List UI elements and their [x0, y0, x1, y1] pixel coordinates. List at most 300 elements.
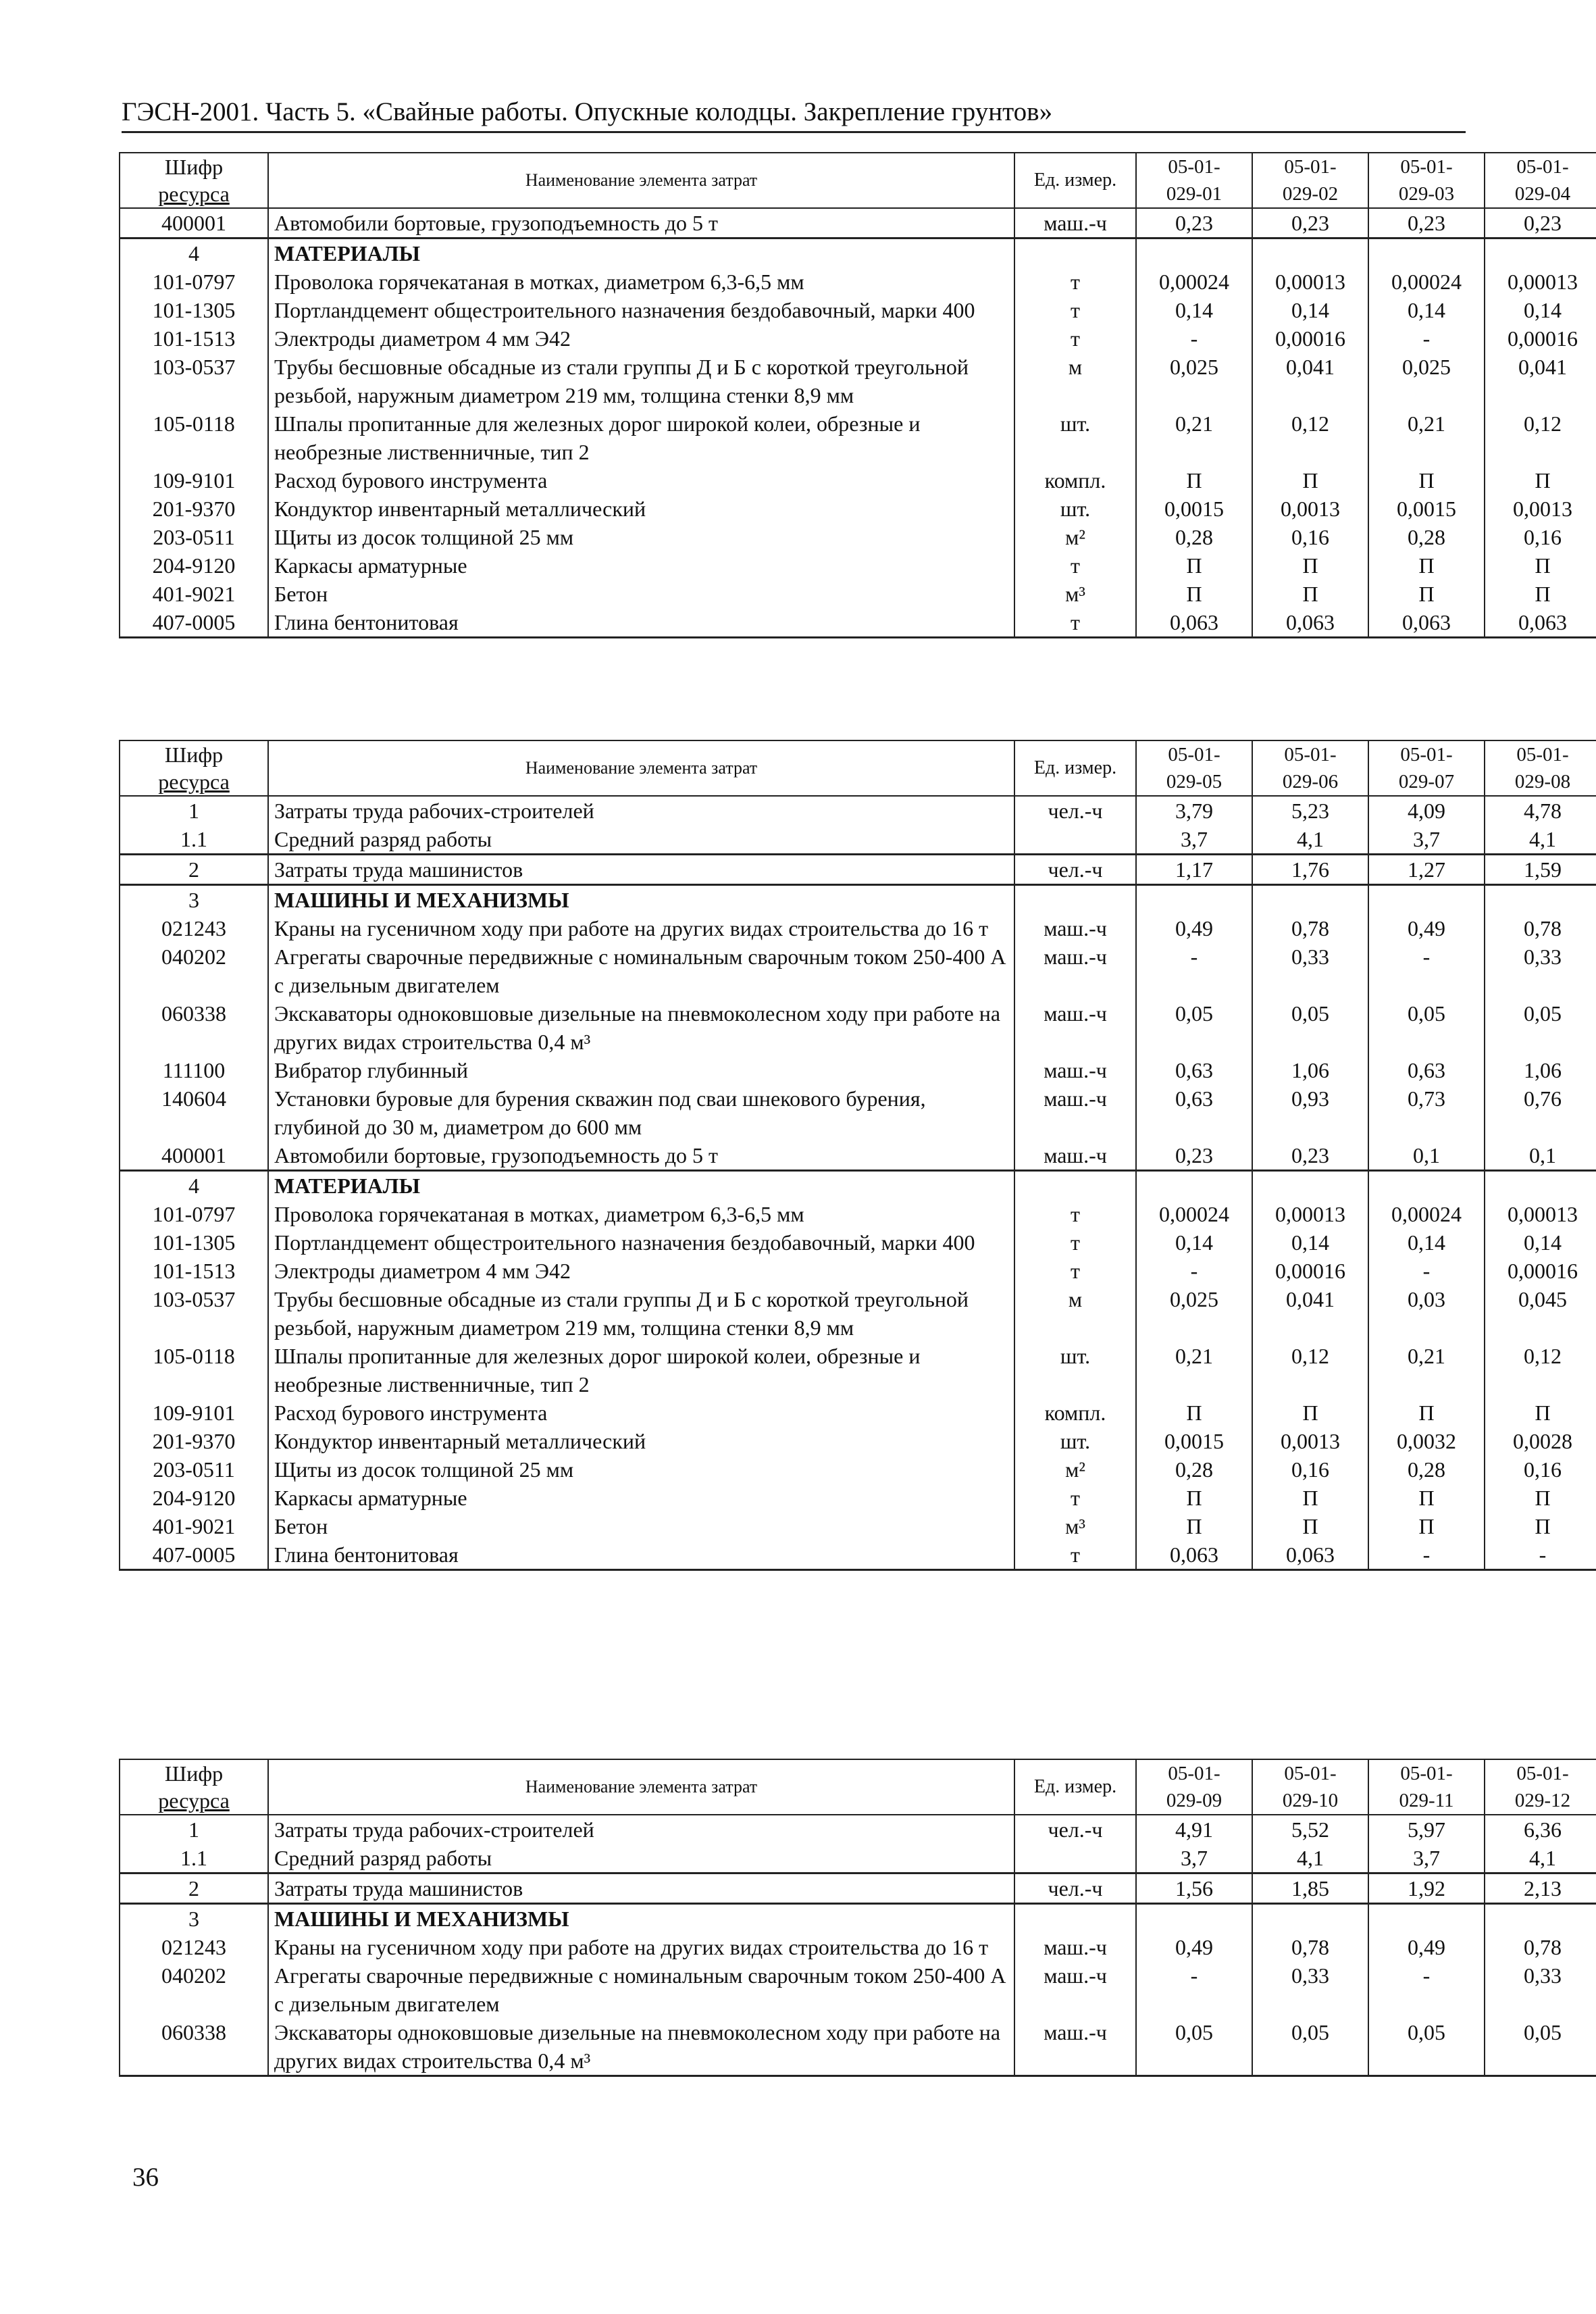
header-norm-code: 05-01- 029-12 [1485, 1759, 1596, 1815]
unit-cell: маш.-ч [1014, 1084, 1136, 1141]
cost-element-name-cell: Щиты из досок толщиной 25 мм [268, 523, 1014, 551]
table-row [120, 1873, 1596, 1904]
norm-value-cell: 0,00013 [1252, 268, 1368, 296]
resource-code-cell: 400001 [120, 1141, 268, 1171]
unit-cell: м² [1014, 523, 1136, 551]
norm-value-cell: П [1368, 551, 1485, 580]
norm-value-cell: 0,12 [1252, 1342, 1368, 1399]
norm-value-cell: 0,78 [1485, 914, 1596, 942]
table-row [120, 1815, 1596, 1844]
norm-value-cell: - [1136, 1961, 1252, 2018]
norm-value-cell [1252, 885, 1368, 915]
table-row [120, 324, 1596, 353]
unit-cell: чел.-ч [1014, 796, 1136, 825]
section-heading-row [120, 1171, 1596, 1201]
norm-value-cell: 0,00016 [1252, 1257, 1368, 1285]
norm-value-cell [1485, 1904, 1596, 1934]
resource-code-cell: 2 [120, 855, 268, 885]
norm-value-cell: 0,23 [1136, 208, 1252, 238]
header-name: Наименование элемента затрат [268, 153, 1014, 208]
table-row [120, 1200, 1596, 1228]
norm-value-cell [1485, 238, 1596, 268]
unit-cell: шт. [1014, 495, 1136, 523]
norm-value-cell: 0,025 [1136, 1285, 1252, 1342]
norm-value-cell: 0,63 [1136, 1084, 1252, 1141]
norm-value-cell: - [1136, 1257, 1252, 1285]
table-row [120, 523, 1596, 551]
norm-value-cell: 0,21 [1368, 1342, 1485, 1399]
table-row [120, 1540, 1596, 1570]
norm-value-cell: П [1368, 1484, 1485, 1512]
norm-value-cell: 0,063 [1368, 608, 1485, 638]
unit-cell: шт. [1014, 1427, 1136, 1455]
resource-code-cell: 401-9021 [120, 1512, 268, 1540]
norm-value-cell: 3,7 [1136, 825, 1252, 855]
norm-value-cell: 0,23 [1252, 1141, 1368, 1171]
cost-element-name-cell: Расход бурового инструмента [268, 1399, 1014, 1427]
cost-element-name-cell: МАТЕРИАЛЫ [268, 238, 1014, 268]
table-row [120, 208, 1596, 238]
norm-value-cell: 0,00013 [1485, 268, 1596, 296]
header-norm-code: 05-01- 029-08 [1485, 740, 1596, 796]
cost-element-name-cell: Затраты труда рабочих-строителей [268, 796, 1014, 825]
norm-value-cell: 0,12 [1252, 409, 1368, 466]
norm-value-cell: 0,0032 [1368, 1427, 1485, 1455]
unit-cell: чел.-ч [1014, 855, 1136, 885]
resource-code-cell: 3 [120, 1904, 268, 1934]
norm-value-cell: - [1368, 1257, 1485, 1285]
norm-value-cell: 4,1 [1485, 825, 1596, 855]
cost-element-name-cell: Затраты труда рабочих-строителей [268, 1815, 1014, 1844]
cost-element-name-cell: Портландцемент общестроительного назначения бездобавочный, марки 400 [268, 1228, 1014, 1257]
norm-value-cell: 0,0015 [1136, 495, 1252, 523]
norm-value-cell: 0,14 [1368, 1228, 1485, 1257]
norm-value-cell: 0,23 [1136, 1141, 1252, 1171]
cost-element-name-cell: Портландцемент общестроительного назначения бездобавочный, марки 400 [268, 296, 1014, 324]
norm-value-cell: 0,00024 [1136, 1200, 1252, 1228]
norm-value-cell: 4,91 [1136, 1815, 1252, 1844]
norm-value-cell: 0,1 [1368, 1141, 1485, 1171]
header-norm-code: 05-01- 029-04 [1485, 153, 1596, 208]
header-norm-code: 05-01- 029-10 [1252, 1759, 1368, 1815]
norm-value-cell: 0,49 [1368, 914, 1485, 942]
norm-value-cell: - [1368, 1961, 1485, 2018]
norm-value-cell: П [1136, 551, 1252, 580]
norm-value-cell: 1,92 [1368, 1873, 1485, 1904]
norm-value-cell [1136, 1904, 1252, 1934]
resource-code-cell: 109-9101 [120, 1399, 268, 1427]
norm-value-cell: 0,14 [1252, 296, 1368, 324]
norm-value-cell: 0,025 [1136, 353, 1252, 409]
cost-element-name-cell: Кондуктор инвентарный металлический [268, 1427, 1014, 1455]
resource-code-cell: 101-1513 [120, 1257, 268, 1285]
norm-value-cell: 0,1 [1485, 1141, 1596, 1171]
norm-value-cell: 0,041 [1252, 353, 1368, 409]
resource-code-cell: 103-0537 [120, 1285, 268, 1342]
cost-element-name-cell: Автомобили бортовые, грузоподъемность до 5 т [268, 1141, 1014, 1171]
unit-cell: м³ [1014, 580, 1136, 608]
norm-value-cell: - [1136, 942, 1252, 999]
norm-value-cell: 0,05 [1136, 2018, 1252, 2076]
norm-value-cell: П [1368, 1512, 1485, 1540]
cost-element-name-cell: Глина бентонитовая [268, 608, 1014, 638]
norm-value-cell: 0,0028 [1485, 1427, 1596, 1455]
norm-value-cell: 0,28 [1136, 1455, 1252, 1484]
norm-value-cell: 0,23 [1368, 208, 1485, 238]
norm-value-cell: - [1368, 324, 1485, 353]
unit-cell: маш.-ч [1014, 208, 1136, 238]
cost-element-name-cell: МАШИНЫ И МЕХАНИЗМЫ [268, 885, 1014, 915]
table-row [120, 296, 1596, 324]
norm-value-cell: 0,05 [1368, 999, 1485, 1056]
norm-value-cell: 0,14 [1136, 1228, 1252, 1257]
norm-value-cell [1136, 1171, 1252, 1201]
table-row [120, 466, 1596, 495]
unit-cell: т [1014, 296, 1136, 324]
unit-cell [1014, 1171, 1136, 1201]
unit-cell: маш.-ч [1014, 942, 1136, 999]
norm-value-cell: 0,12 [1485, 1342, 1596, 1399]
table-row [120, 1961, 1596, 2018]
norm-value-cell: 0,78 [1252, 1933, 1368, 1961]
norm-value-cell: 0,16 [1252, 523, 1368, 551]
norm-value-cell: 3,79 [1136, 796, 1252, 825]
norm-value-cell: 1,27 [1368, 855, 1485, 885]
unit-cell: т [1014, 608, 1136, 638]
header-norm-code: 05-01- 029-05 [1136, 740, 1252, 796]
table-row [120, 796, 1596, 825]
unit-cell: маш.-ч [1014, 999, 1136, 1056]
resource-code-cell: 407-0005 [120, 1540, 268, 1570]
norm-value-cell: П [1485, 551, 1596, 580]
resource-code-cell: 201-9370 [120, 495, 268, 523]
table-body [120, 208, 1596, 638]
norm-value-cell: 0,21 [1136, 409, 1252, 466]
unit-cell: м [1014, 353, 1136, 409]
norm-table-1 [119, 152, 1596, 638]
cost-element-name-cell: Щиты из досок толщиной 25 мм [268, 1455, 1014, 1484]
norm-value-cell: П [1252, 551, 1368, 580]
norm-value-cell: 0,00016 [1485, 324, 1596, 353]
header-norm-code: 05-01- 029-06 [1252, 740, 1368, 796]
norm-value-cell [1136, 238, 1252, 268]
table-row [120, 1512, 1596, 1540]
cost-element-name-cell: Средний разряд работы [268, 825, 1014, 855]
norm-value-cell: - [1368, 942, 1485, 999]
resource-code-cell: 2 [120, 1873, 268, 1904]
header-norm-code: 05-01- 029-02 [1252, 153, 1368, 208]
unit-cell: т [1014, 1540, 1136, 1570]
unit-cell: м [1014, 1285, 1136, 1342]
unit-cell: т [1014, 1257, 1136, 1285]
norm-value-cell: П [1368, 580, 1485, 608]
table-body [120, 1815, 1596, 2076]
header-unit: Ед. измер. [1014, 740, 1136, 796]
cost-element-name-cell: Шпалы пропитанные для железных дорог широкой колеи, обрезные и необрезные лиственничные, тип 2 [268, 1342, 1014, 1399]
norm-value-cell: 0,33 [1485, 942, 1596, 999]
table-header-row [120, 740, 1596, 796]
cost-element-name-cell: Трубы бесшовные обсадные из стали группы Д и Б с короткой треугольной резьбой, наружным диаметром 219 мм, толщина стенки 8,9 мм [268, 1285, 1014, 1342]
norm-value-cell: 1,85 [1252, 1873, 1368, 1904]
unit-cell: м³ [1014, 1512, 1136, 1540]
cost-element-name-cell: Проволока горячекатаная в мотках, диаметром 6,3-6,5 мм [268, 1200, 1014, 1228]
norm-value-cell: 0,025 [1368, 353, 1485, 409]
norm-value-cell: 0,05 [1485, 2018, 1596, 2076]
norm-value-cell: 1,06 [1252, 1056, 1368, 1084]
cost-element-name-cell: Глина бентонитовая [268, 1540, 1014, 1570]
norm-value-cell: 0,0015 [1136, 1427, 1252, 1455]
norm-value-cell: П [1368, 1399, 1485, 1427]
norm-value-cell: 0,14 [1485, 1228, 1596, 1257]
table-row [120, 1455, 1596, 1484]
norm-value-cell [1368, 1171, 1485, 1201]
unit-cell: т [1014, 1200, 1136, 1228]
norm-value-cell: 0,23 [1485, 208, 1596, 238]
resource-code-cell: 103-0537 [120, 353, 268, 409]
norm-value-cell: - [1485, 1540, 1596, 1570]
norm-value-cell: 0,00013 [1252, 1200, 1368, 1228]
unit-cell: т [1014, 551, 1136, 580]
norm-value-cell: 0,05 [1252, 999, 1368, 1056]
section-heading-row [120, 885, 1596, 915]
cost-element-name-cell: Каркасы арматурные [268, 551, 1014, 580]
table-row [120, 1484, 1596, 1512]
unit-cell: т [1014, 268, 1136, 296]
resource-code-cell: 101-1305 [120, 1228, 268, 1257]
norm-value-cell: 0,063 [1252, 1540, 1368, 1570]
norm-value-cell: 0,73 [1368, 1084, 1485, 1141]
norm-value-cell: 0,28 [1136, 523, 1252, 551]
norm-value-cell: П [1485, 466, 1596, 495]
resource-code-cell: 1 [120, 796, 268, 825]
running-head: ГЭСН-2001. Часть 5. «Свайные работы. Опускные колодцы. Закрепление грунтов» [122, 96, 1466, 133]
cost-element-name-cell: Электроды диаметром 4 мм Э42 [268, 324, 1014, 353]
header-cipher: Шифр ресурса [120, 153, 268, 208]
norm-value-cell [1368, 885, 1485, 915]
unit-cell: чел.-ч [1014, 1873, 1136, 1904]
unit-cell: маш.-ч [1014, 1056, 1136, 1084]
norm-value-cell: 0,16 [1485, 523, 1596, 551]
cost-element-name-cell: МАТЕРИАЛЫ [268, 1171, 1014, 1201]
norm-value-cell: 5,52 [1252, 1815, 1368, 1844]
norm-value-cell: П [1136, 1399, 1252, 1427]
resource-code-cell: 140604 [120, 1084, 268, 1141]
cost-element-name-cell: Электроды диаметром 4 мм Э42 [268, 1257, 1014, 1285]
header-cipher: Шифр ресурса [120, 1759, 268, 1815]
resource-code-cell: 105-0118 [120, 1342, 268, 1399]
table-row [120, 495, 1596, 523]
resource-code-cell: 105-0118 [120, 409, 268, 466]
resource-code-cell: 401-9021 [120, 580, 268, 608]
norm-value-cell: 0,78 [1252, 914, 1368, 942]
table-row [120, 268, 1596, 296]
unit-cell [1014, 825, 1136, 855]
unit-cell: м² [1014, 1455, 1136, 1484]
norm-value-cell: 0,78 [1485, 1933, 1596, 1961]
norm-value-cell: П [1136, 1484, 1252, 1512]
norm-value-cell: 0,16 [1252, 1455, 1368, 1484]
norm-value-cell: П [1136, 1512, 1252, 1540]
norm-value-cell: П [1136, 580, 1252, 608]
header-unit: Ед. измер. [1014, 1759, 1136, 1815]
header-norm-code: 05-01- 029-01 [1136, 153, 1252, 208]
resource-code-cell: 060338 [120, 999, 268, 1056]
table-row [120, 855, 1596, 885]
unit-cell [1014, 1904, 1136, 1934]
table-row [120, 1342, 1596, 1399]
resource-code-cell: 109-9101 [120, 466, 268, 495]
resource-code-cell: 1 [120, 1815, 268, 1844]
norm-value-cell [1368, 238, 1485, 268]
table-row [120, 1844, 1596, 1873]
norm-value-cell: 0,16 [1485, 1455, 1596, 1484]
norm-value-cell: 0,063 [1485, 608, 1596, 638]
unit-cell: маш.-ч [1014, 1961, 1136, 2018]
table-row [120, 1399, 1596, 1427]
header-norm-code: 05-01- 029-07 [1368, 740, 1485, 796]
resource-code-cell: 400001 [120, 208, 268, 238]
table-row [120, 580, 1596, 608]
table-row [120, 1056, 1596, 1084]
norm-value-cell: 0,28 [1368, 1455, 1485, 1484]
norm-value-cell: 0,00024 [1136, 268, 1252, 296]
norm-value-cell: 0,0013 [1252, 1427, 1368, 1455]
norm-value-cell: 0,21 [1368, 409, 1485, 466]
norm-value-cell: П [1485, 580, 1596, 608]
resource-code-cell: 204-9120 [120, 551, 268, 580]
norm-value-cell: 0,0013 [1252, 495, 1368, 523]
unit-cell: маш.-ч [1014, 2018, 1136, 2076]
norm-value-cell: П [1252, 1399, 1368, 1427]
cost-element-name-cell: Агрегаты сварочные передвижные с номинальным сварочным током 250-400 А с дизельным двигателем [268, 1961, 1014, 2018]
norm-value-cell: 1,56 [1136, 1873, 1252, 1904]
cost-element-name-cell: Краны на гусеничном ходу при работе на других видах строительства до 16 т [268, 914, 1014, 942]
cost-element-name-cell: Вибратор глубинный [268, 1056, 1014, 1084]
norm-value-cell: 0,23 [1252, 208, 1368, 238]
table-row [120, 551, 1596, 580]
resource-code-cell: 204-9120 [120, 1484, 268, 1512]
cost-element-name-cell: Бетон [268, 580, 1014, 608]
cost-element-name-cell: Трубы бесшовные обсадные из стали группы Д и Б с короткой треугольной резьбой, наружным диаметром 219 мм, толщина стенки 8,9 мм [268, 353, 1014, 409]
norm-value-cell: 0,63 [1368, 1056, 1485, 1084]
norm-value-cell: 4,09 [1368, 796, 1485, 825]
table-row [120, 353, 1596, 409]
norm-value-cell [1368, 1904, 1485, 1934]
section-heading-row [120, 238, 1596, 268]
table-header-row [120, 153, 1596, 208]
norm-value-cell: - [1368, 1540, 1485, 1570]
header-name: Наименование элемента затрат [268, 740, 1014, 796]
table-row [120, 1427, 1596, 1455]
table-body [120, 796, 1596, 1570]
norm-value-cell: 1,59 [1485, 855, 1596, 885]
norm-value-cell: 0,28 [1368, 523, 1485, 551]
cost-element-name-cell: Экскаваторы одноковшовые дизельные на пневмоколесном ходу при работе на других видах строительства 0,4 м³ [268, 999, 1014, 1056]
resource-code-cell: 203-0511 [120, 523, 268, 551]
resource-code-cell: 040202 [120, 1961, 268, 2018]
norm-value-cell: 1,17 [1136, 855, 1252, 885]
norm-value-cell: П [1485, 1399, 1596, 1427]
norm-value-cell: П [1136, 466, 1252, 495]
unit-cell: т [1014, 1228, 1136, 1257]
norm-value-cell: 0,03 [1368, 1285, 1485, 1342]
norm-value-cell: 0,063 [1136, 1540, 1252, 1570]
table-row [120, 1084, 1596, 1141]
table-row [120, 942, 1596, 999]
cost-element-name-cell: Бетон [268, 1512, 1014, 1540]
header-cipher: Шифр ресурса [120, 740, 268, 796]
norm-value-cell: 3,7 [1368, 1844, 1485, 1873]
norm-value-cell: П [1252, 466, 1368, 495]
cost-element-name-cell: Затраты труда машинистов [268, 855, 1014, 885]
cost-element-name-cell: Кондуктор инвентарный металлический [268, 495, 1014, 523]
cost-element-name-cell: Экскаваторы одноковшовые дизельные на пневмоколесном ходу при работе на других видах строительства 0,4 м³ [268, 2018, 1014, 2076]
table-row [120, 1257, 1596, 1285]
resource-code-cell: 407-0005 [120, 608, 268, 638]
norm-value-cell: 0,05 [1136, 999, 1252, 1056]
section-heading-row [120, 1904, 1596, 1934]
norm-value-cell: 0,14 [1368, 296, 1485, 324]
table-row [120, 825, 1596, 855]
norm-value-cell: 0,33 [1252, 942, 1368, 999]
cost-element-name-cell: Установки буровые для бурения скважин под сваи шнекового бурения, глубиной до 30 м, диаметром до 600 мм [268, 1084, 1014, 1141]
norm-value-cell: П [1485, 1512, 1596, 1540]
norm-value-cell: 0,063 [1136, 608, 1252, 638]
table-row [120, 1933, 1596, 1961]
norm-value-cell: 1,76 [1252, 855, 1368, 885]
table-row [120, 1285, 1596, 1342]
table-header-row [120, 1759, 1596, 1815]
norm-value-cell: 0,045 [1485, 1285, 1596, 1342]
norm-value-cell: 0,05 [1252, 2018, 1368, 2076]
norm-value-cell: 2,13 [1485, 1873, 1596, 1904]
cost-element-name-cell: МАШИНЫ И МЕХАНИЗМЫ [268, 1904, 1014, 1934]
norm-value-cell: 0,12 [1485, 409, 1596, 466]
resource-code-cell: 101-0797 [120, 268, 268, 296]
header-name: Наименование элемента затрат [268, 1759, 1014, 1815]
resource-code-cell: 1.1 [120, 825, 268, 855]
norm-value-cell: 0,063 [1252, 608, 1368, 638]
norm-value-cell [1136, 885, 1252, 915]
norm-value-cell: 0,00013 [1485, 1200, 1596, 1228]
norm-value-cell: 0,0015 [1368, 495, 1485, 523]
norm-value-cell: 3,7 [1368, 825, 1485, 855]
header-norm-code: 05-01- 029-11 [1368, 1759, 1485, 1815]
cost-element-name-cell: Каркасы арматурные [268, 1484, 1014, 1512]
norm-value-cell: 0,76 [1485, 1084, 1596, 1141]
resource-code-cell: 4 [120, 1171, 268, 1201]
resource-code-cell: 021243 [120, 914, 268, 942]
unit-cell: шт. [1014, 409, 1136, 466]
norm-value-cell: 0,041 [1252, 1285, 1368, 1342]
unit-cell: маш.-ч [1014, 914, 1136, 942]
table-row [120, 1228, 1596, 1257]
norm-value-cell: 0,21 [1136, 1342, 1252, 1399]
resource-code-cell: 4 [120, 238, 268, 268]
table-row [120, 2018, 1596, 2076]
norm-value-cell: 0,14 [1252, 1228, 1368, 1257]
resource-code-cell: 203-0511 [120, 1455, 268, 1484]
norm-value-cell: 0,33 [1252, 1961, 1368, 2018]
unit-cell: шт. [1014, 1342, 1136, 1399]
header-norm-code: 05-01- 029-03 [1368, 153, 1485, 208]
cost-element-name-cell: Автомобили бортовые, грузоподъемность до 5 т [268, 208, 1014, 238]
norm-value-cell: П [1252, 580, 1368, 608]
norm-value-cell: 0,49 [1368, 1933, 1485, 1961]
norm-value-cell: 0,05 [1368, 2018, 1485, 2076]
norm-value-cell: 0,14 [1136, 296, 1252, 324]
resource-code-cell: 101-1513 [120, 324, 268, 353]
